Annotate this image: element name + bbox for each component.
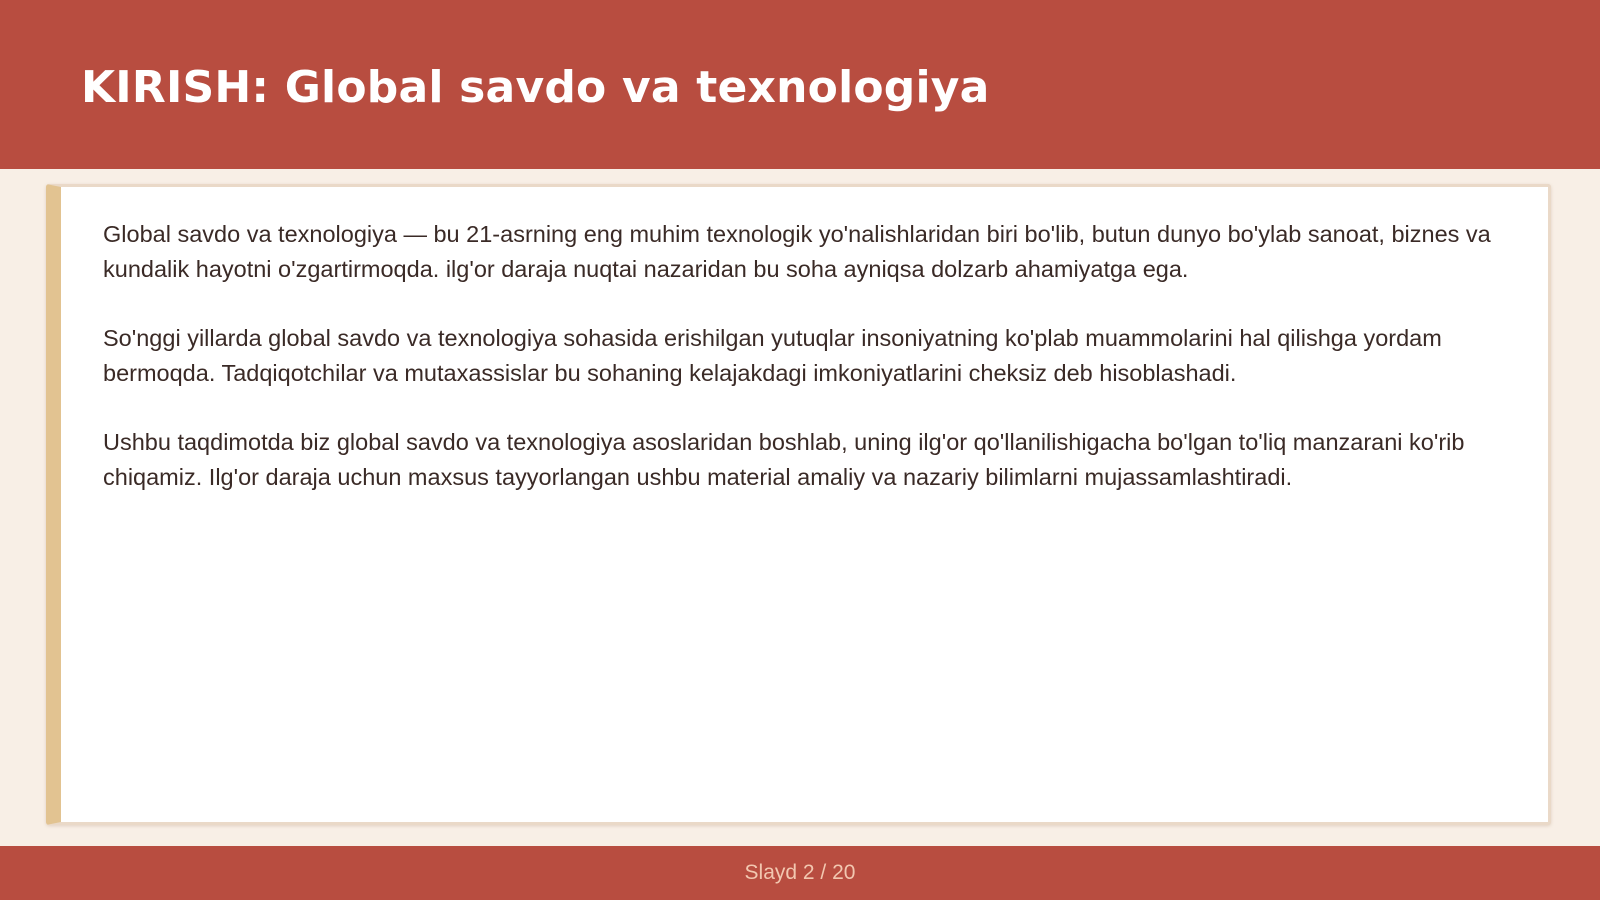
content-card bbox=[46, 184, 1551, 825]
paragraph-2: So'nggi yillarda global savdo va texnologiya sohasida erishilgan yutuqlar insoniyatning ko'plab muammolarini hal qilishga yordam bermoqda. Tadqiqotchilar va mutaxassislar bu sohaning kelajakdagi imkoniyatlarini cheksiz deb hisoblashadi. bbox=[103, 325, 1442, 386]
content-body bbox=[103, 217, 1523, 529]
slide-counter: Slayd 2 / 20 bbox=[744, 861, 856, 884]
paragraph-1: Global savdo va texnologiya — bu 21-asrning eng muhim texnologik yo'nalishlaridan biri bo'lib, butun dunyo bo'ylab sanoat, biznes va kundalik hayotni o'zgartirmoqda. ilg'or daraja nuqtai nazaridan bu soha ayniqsa dolzarb ahamiyatga ega. bbox=[103, 221, 1491, 282]
paragraph-3: Ushbu taqdimotda biz global savdo va texnologiya asoslaridan boshlab, uning ilg'or qo'llanilishigacha bo'lgan to'liq manzarani ko'rib chiqamiz. Ilg'or daraja uchun maxsus tayyorlangan ushbu material amaliy va nazariy bilimlarni mujassamlashtiradi. bbox=[103, 429, 1465, 490]
slide-footer bbox=[0, 846, 1600, 900]
slide-header bbox=[0, 0, 1600, 169]
slide-title: KIRISH: Global savdo va texnologiya bbox=[81, 62, 990, 113]
